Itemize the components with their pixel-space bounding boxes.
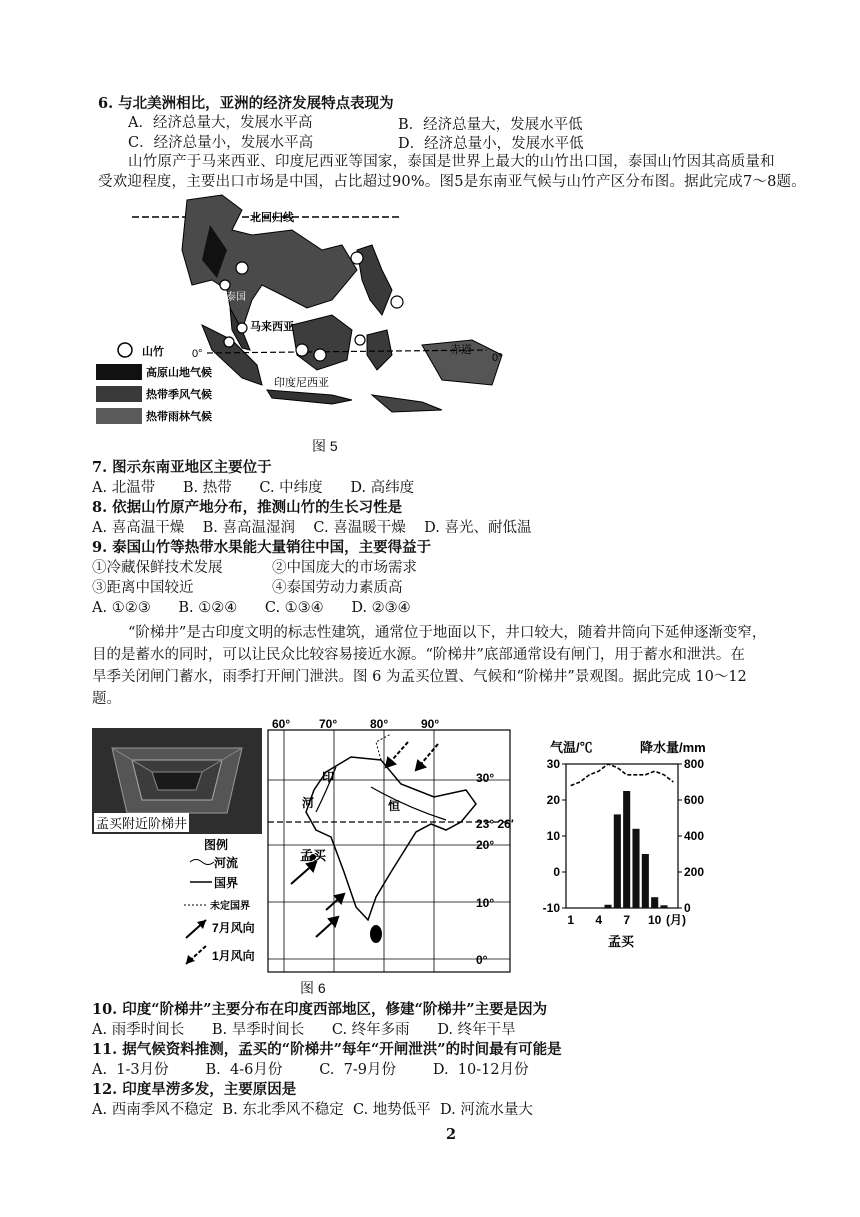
intro2-line2: 目的是蓄水的同时，可以让民众比较容易接近水源。“阶梯井”底部通常设有闸门，用于蓄水和泄洪。在 bbox=[92, 647, 745, 663]
svg-text:30°: 30° bbox=[476, 771, 495, 785]
chart-y2label: 降水量/mm bbox=[640, 740, 706, 755]
q7-options: A. 北温带 B. 热带 C. 中纬度 D. 高纬度 bbox=[92, 480, 415, 496]
svg-text:热带季风气候: 热带季风气候 bbox=[146, 389, 212, 401]
y2-tick-label: 0 bbox=[684, 901, 691, 915]
svg-text:23° 26′: 23° 26′ bbox=[476, 817, 514, 831]
chart-ylabel: 气温/℃ bbox=[550, 740, 593, 755]
indonesia-label: 印度尼西亚 bbox=[274, 377, 329, 389]
x-axis-unit: (月) bbox=[666, 913, 686, 927]
intro1-line1: 山竹原产于马来西亚、印度尼西亚等国家，泰国是世界上最大的山竹出口国，泰国山竹因其高质量和 bbox=[128, 154, 775, 170]
precipitation-bar bbox=[632, 829, 639, 908]
svg-text:国界: 国界 bbox=[214, 876, 239, 890]
svg-text:20°: 20° bbox=[476, 838, 495, 852]
svg-text:未定国界: 未定国界 bbox=[210, 901, 250, 912]
deg-label-right: 0° bbox=[492, 352, 503, 364]
equator-label: 赤道 bbox=[450, 344, 472, 356]
intro1-line2: 受欢迎程度，主要出口市场是中国，占比超过90%。图5是东南亚气候与山竹产区分布图。据此完成7～8题。 bbox=[98, 174, 806, 190]
q6-option-c: C．经济总量小，发展水平高 bbox=[128, 135, 314, 151]
intro2-line4: 题。 bbox=[92, 691, 121, 707]
malaysia-label: 马来西亚 bbox=[250, 321, 294, 333]
q9-option-2: ②中国庞大的市场需求 bbox=[272, 560, 417, 576]
y-tick-label: 30 bbox=[546, 757, 560, 771]
q9-stem: 9. 泰国山竹等热带水果能大量销往中国，主要得益于 bbox=[92, 539, 432, 556]
page-number: 2 bbox=[446, 1126, 457, 1143]
q11-options: A. 1-3月份 B. 4-6月份 C. 7-9月份 D. 10-12月份 bbox=[92, 1062, 529, 1078]
q12-stem: 12. 印度旱涝多发，主要原因是 bbox=[92, 1081, 297, 1098]
svg-text:高原山地气候: 高原山地气候 bbox=[146, 367, 212, 379]
x-tick-label: 1 bbox=[567, 913, 575, 927]
q6-stem: 6. 与北美洲相比，亚洲的经济发展特点表现为 bbox=[98, 95, 394, 112]
legend-swatch-monsoon bbox=[96, 386, 142, 402]
q6-option-d: D．经济总量小，发展水平低 bbox=[398, 136, 584, 152]
svg-text:孟买: 孟买 bbox=[300, 848, 327, 863]
y-tick-label: 0 bbox=[553, 865, 560, 879]
precipitation-bar bbox=[660, 905, 667, 908]
q9-option-3: ③距离中国较近 bbox=[92, 580, 194, 596]
svg-text:热带雨林气候: 热带雨林气候 bbox=[146, 411, 212, 423]
q6-option-b: B．经济总量大，发展水平低 bbox=[398, 117, 583, 133]
chart-frame bbox=[566, 764, 678, 908]
sulawesi-island bbox=[367, 330, 392, 370]
svg-text:7月风向: 7月风向 bbox=[212, 921, 255, 935]
precipitation-bar bbox=[642, 854, 649, 908]
svg-text:恒: 恒 bbox=[388, 799, 401, 813]
sri-lanka bbox=[370, 925, 382, 943]
legend-swatch-highland bbox=[96, 364, 142, 380]
q11-stem: 11. 据气候资料推测，孟买的“阶梯井”每年“开闸泄洪”的时间最有可能是 bbox=[92, 1041, 562, 1058]
precipitation-bar bbox=[614, 814, 621, 908]
thailand-label: 泰国 bbox=[226, 292, 246, 303]
stepwell-photo-label: 孟买附近阶梯井 bbox=[94, 813, 189, 832]
precipitation-bar bbox=[623, 791, 630, 908]
y-tick-label: 10 bbox=[546, 829, 560, 843]
y-tick-label: 20 bbox=[546, 793, 560, 807]
svg-text:70°: 70° bbox=[319, 717, 338, 731]
mumbai-climate-chart bbox=[530, 738, 728, 954]
precipitation-bar bbox=[604, 905, 611, 908]
figure6-legend bbox=[184, 837, 255, 964]
legend-swatch-rainforest bbox=[96, 408, 142, 424]
svg-text:印: 印 bbox=[322, 770, 335, 784]
q12-options: A. 西南季风不稳定 B. 东北季风不稳定 C. 地势低平 D. 河流水量大 bbox=[92, 1102, 533, 1118]
y2-tick-label: 200 bbox=[684, 865, 705, 879]
java-island bbox=[267, 390, 352, 404]
figure5-map bbox=[92, 190, 522, 430]
y2-tick-label: 400 bbox=[684, 829, 705, 843]
intro2-line1: “阶梯井”是古印度文明的标志性建筑，通常位于地面以下，井口较大，随着井筒向下延伸逐渐变窄， bbox=[128, 625, 767, 641]
y-tick-label: -10 bbox=[542, 901, 560, 915]
mangosteen-icon bbox=[118, 343, 132, 357]
q8-stem: 8. 依据山竹原产地分布，推测山竹的生长习性是 bbox=[92, 499, 403, 516]
x-tick-label: 7 bbox=[623, 913, 631, 927]
q9-option-4: ④泰国劳动力素质高 bbox=[272, 580, 403, 596]
figure5-caption: 图 5 bbox=[312, 438, 338, 454]
q8-options: A. 喜高温干燥 B. 喜高温湿润 C. 喜温暖干燥 D. 喜光、耐低温 bbox=[92, 520, 532, 536]
intro2-line3: 旱季关闭闸门蓄水，雨季打开闸门泄洪。图 6 为孟买位置、气候和“阶梯井”景观图。据此完成 10～12 bbox=[92, 669, 747, 685]
tropic-label: 北回归线 bbox=[250, 212, 294, 224]
y2-tick-label: 800 bbox=[684, 757, 705, 771]
figure6-india-map bbox=[176, 712, 516, 974]
svg-text:90°: 90° bbox=[421, 717, 440, 731]
lesser-sunda-islands bbox=[372, 395, 442, 412]
svg-text:10°: 10° bbox=[476, 896, 495, 910]
q10-stem: 10. 印度“阶梯井”主要分布在印度西部地区，修建“阶梯井”主要是因为 bbox=[92, 1001, 548, 1018]
x-tick-label: 10 bbox=[647, 913, 662, 927]
svg-text:河流: 河流 bbox=[214, 856, 239, 870]
svg-text:0°: 0° bbox=[476, 953, 488, 967]
svg-text:1月风向: 1月风向 bbox=[212, 949, 255, 963]
temperature-line bbox=[571, 764, 674, 786]
q9-option-1: ①冷藏保鲜技术发展 bbox=[92, 560, 223, 576]
q9-options: A. ①②③ B. ①②④ C. ①③④ D. ②③④ bbox=[92, 600, 411, 616]
svg-text:河: 河 bbox=[302, 796, 315, 810]
chart-location: 孟买 bbox=[608, 934, 635, 949]
deg-label-left: 0° bbox=[192, 348, 203, 360]
borneo-island bbox=[292, 315, 352, 370]
svg-text:80°: 80° bbox=[370, 717, 389, 731]
y2-tick-label: 600 bbox=[684, 793, 705, 807]
figure6-caption: 图 6 bbox=[300, 980, 326, 996]
x-tick-label: 4 bbox=[595, 913, 603, 927]
svg-text:60°: 60° bbox=[272, 717, 291, 731]
precipitation-bar bbox=[651, 897, 658, 908]
q6-option-a: A．经济总量大，发展水平高 bbox=[128, 115, 313, 131]
q10-options: A. 雨季时间长 B. 旱季时间长 C. 终年多雨 D. 终年干旱 bbox=[92, 1022, 516, 1038]
q7-stem: 7. 图示东南亚地区主要位于 bbox=[92, 459, 272, 476]
svg-text:山竹: 山竹 bbox=[142, 346, 164, 358]
svg-text:图例: 图例 bbox=[204, 838, 229, 852]
